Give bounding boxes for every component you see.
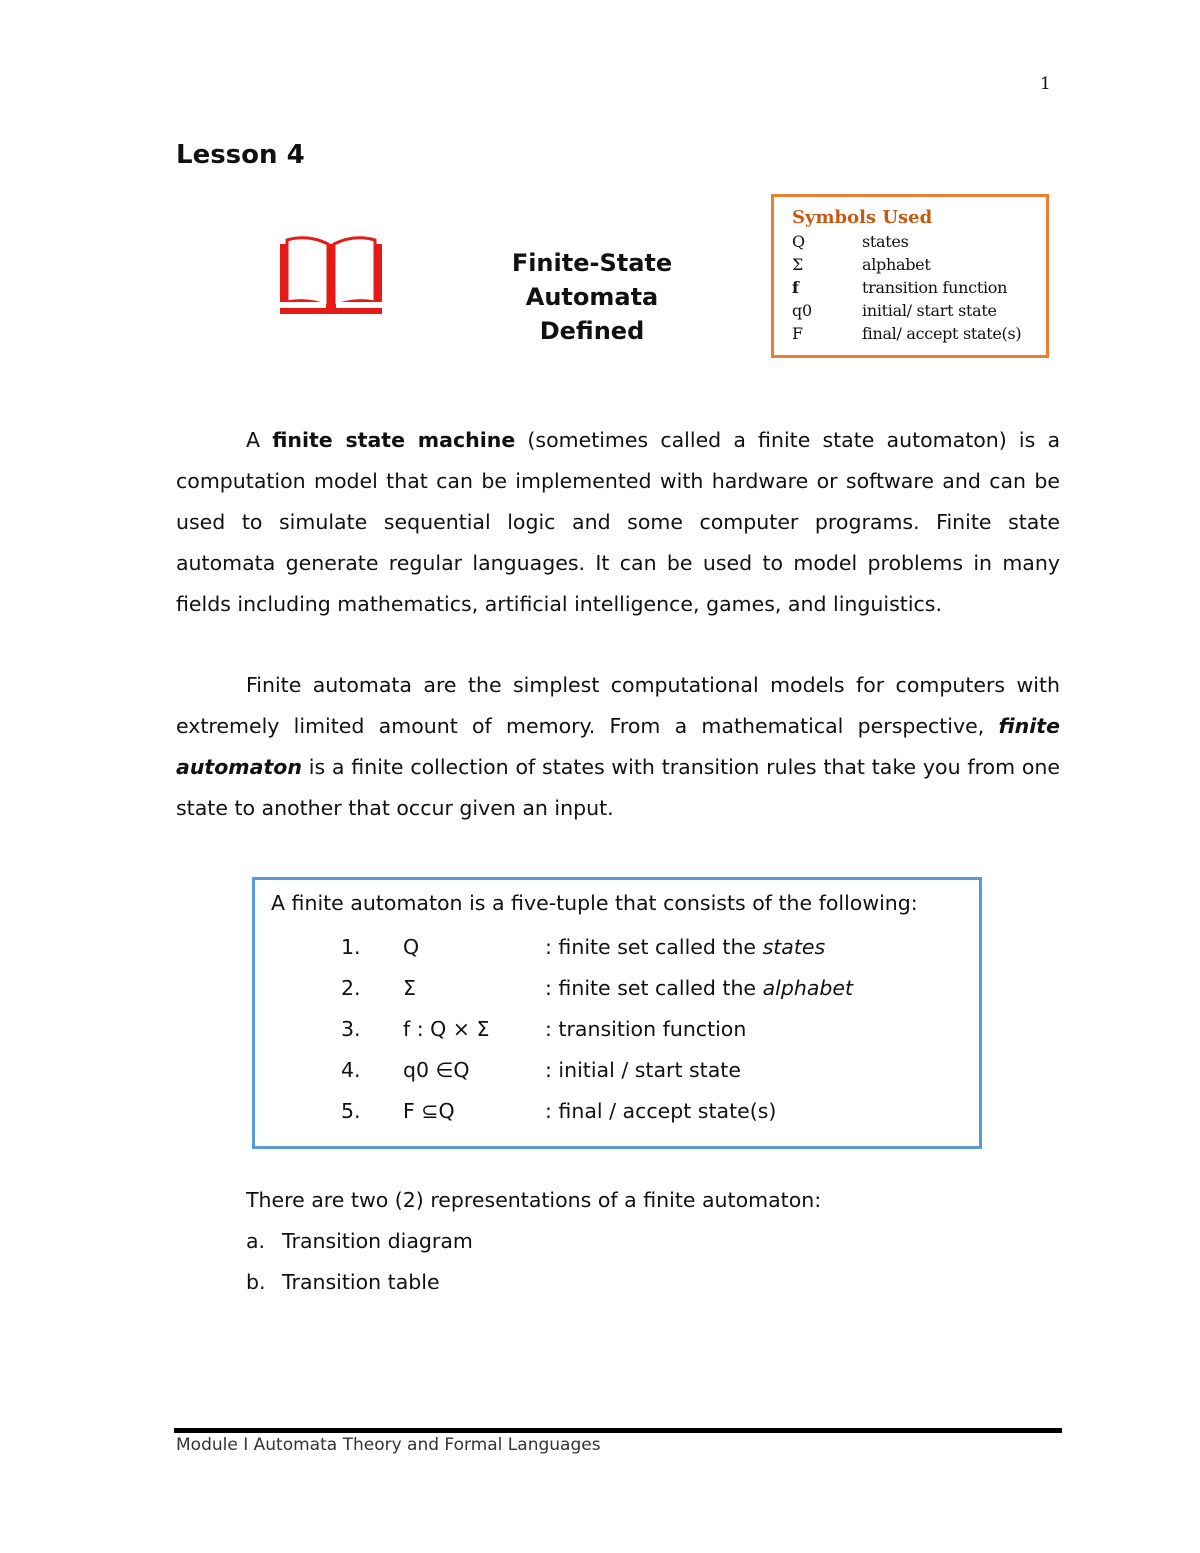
five-tuple-intro: A finite automaton is a five-tuple that consists of the following: xyxy=(271,891,918,915)
symbol-row xyxy=(792,230,1046,253)
tuple-symbol: Q xyxy=(403,935,420,959)
symbol: Q xyxy=(792,232,805,251)
representations-intro: There are two (2) representations of a finite automaton: xyxy=(246,1188,822,1212)
tuple-number: 1. xyxy=(341,935,361,959)
tuple-description: : finite set called the alphabet xyxy=(545,976,854,1000)
symbols-used-box xyxy=(771,194,1049,358)
tuple-number: 4. xyxy=(341,1058,361,1082)
list-text: Transition table xyxy=(282,1270,440,1294)
symbol-meaning: transition function xyxy=(862,278,1008,297)
symbol-row xyxy=(792,276,1046,299)
para2-rest: is a finite collection of states with transition rules that take you from one state to another that occur given an input. xyxy=(176,755,1060,820)
symbols-heading: Symbols Used xyxy=(792,207,933,228)
paragraph-definition xyxy=(176,420,1060,625)
book-icon xyxy=(278,236,384,316)
list-text: Transition diagram xyxy=(282,1229,473,1253)
tuple-description: : initial / start state xyxy=(545,1058,741,1082)
list-item xyxy=(246,1262,821,1303)
symbol: Σ xyxy=(792,255,804,274)
symbol-meaning: initial/ start state xyxy=(862,301,997,320)
tuple-item xyxy=(271,1009,979,1050)
representations-list xyxy=(246,1180,821,1303)
para1-bold-term: finite state machine xyxy=(272,428,516,452)
footer-rule xyxy=(174,1428,1062,1433)
five-tuple-box xyxy=(252,877,982,1149)
footer-text: Module I Automata Theory and Formal Languages xyxy=(176,1435,601,1455)
symbol-row xyxy=(792,253,1046,276)
para1-start: A xyxy=(246,428,273,452)
title-line-2: Defined xyxy=(539,317,645,345)
tuple-number: 5. xyxy=(341,1099,361,1123)
tuple-description: : transition function xyxy=(545,1017,747,1041)
title-line-1: Finite-State Automata xyxy=(511,249,673,311)
page-number: 1 xyxy=(1040,74,1051,94)
para2-start: Finite automata are the simplest computational models for computers with extremely limited amount of memory. From a mathematical perspective, xyxy=(176,673,1060,738)
tuple-symbol: Σ xyxy=(403,976,416,1000)
list-item xyxy=(246,1221,821,1262)
list-letter: a. xyxy=(246,1229,266,1253)
symbol: f xyxy=(792,278,799,297)
symbol-row xyxy=(792,299,1046,322)
lesson-title: Lesson 4 xyxy=(176,140,305,170)
tuple-number: 2. xyxy=(341,976,361,1000)
symbol-meaning: final/ accept state(s) xyxy=(862,324,1022,343)
tuple-item xyxy=(271,927,979,968)
tuple-symbol: q0 ∈Q xyxy=(403,1058,470,1082)
para1-rest: (sometimes called a finite state automaton) is a computation model that can be implemented with hardware or software and can be used to simulate sequential logic and some computer programs. Finite state automata generate regular languages. It can be used to model problems in many fields including mathematics, artificial intelligence, games, and linguistics. xyxy=(176,428,1061,616)
tuple-item xyxy=(271,1050,979,1091)
symbol-row xyxy=(792,322,1046,345)
symbol: q0 xyxy=(792,301,812,320)
tuple-symbol: f : Q × Σ xyxy=(403,1017,490,1041)
tuple-item xyxy=(271,968,979,1009)
para2-italic-term: finite automaton xyxy=(176,714,1060,779)
symbol-meaning: alphabet xyxy=(862,255,931,274)
tuple-item xyxy=(271,1091,979,1132)
paragraph-finite-automata xyxy=(176,665,1060,829)
list-letter: b. xyxy=(246,1270,266,1294)
tuple-description: : final / accept state(s) xyxy=(545,1099,777,1123)
symbol: F xyxy=(792,324,803,343)
tuple-number: 3. xyxy=(341,1017,361,1041)
symbol-meaning: states xyxy=(862,232,909,251)
tuple-symbol: F ⊆Q xyxy=(403,1099,455,1123)
document-title xyxy=(444,246,740,348)
tuple-description: : finite set called the states xyxy=(545,935,826,959)
